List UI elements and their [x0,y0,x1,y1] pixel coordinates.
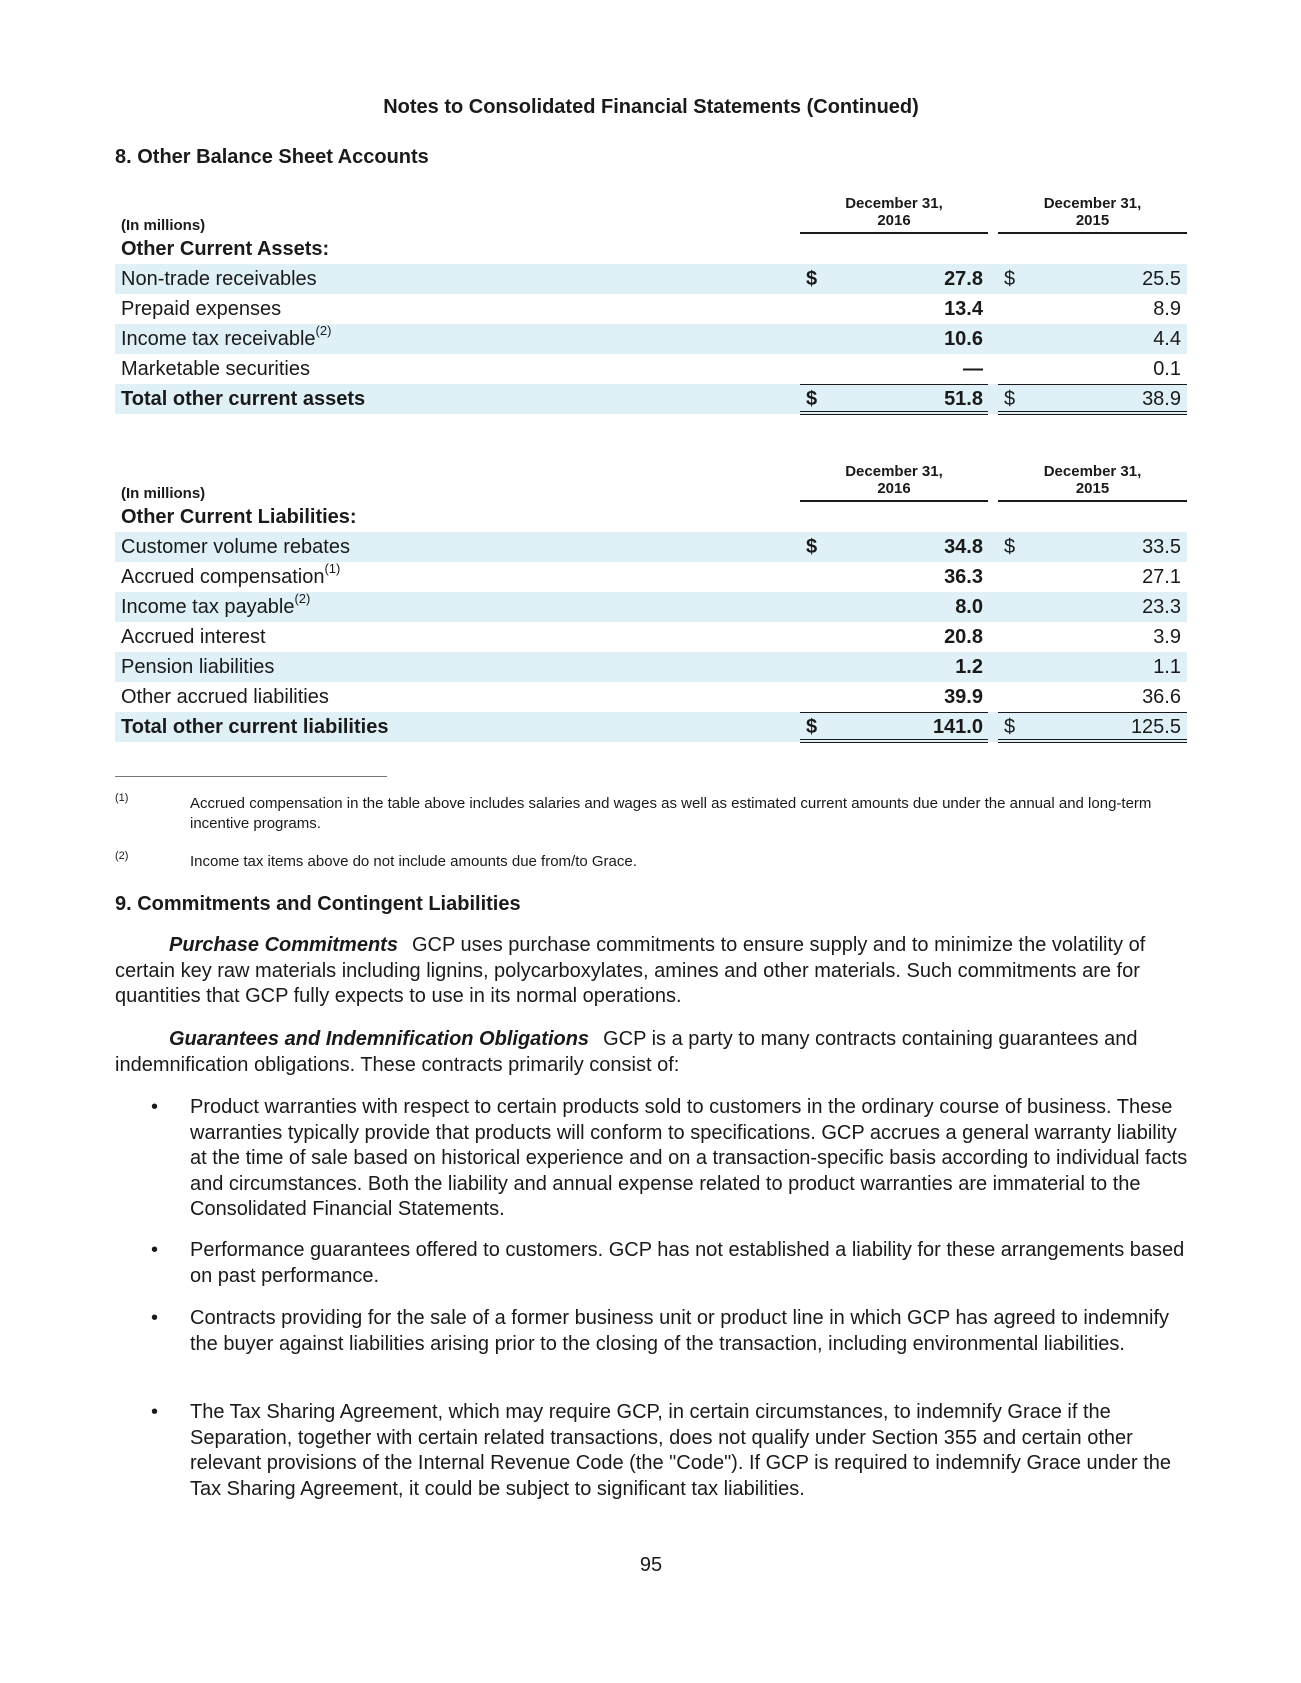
row-label-text: Accrued compensation [121,566,325,588]
footnote-mark: (1) [115,792,129,804]
row-label-text: Income tax payable [121,596,295,618]
row-label [121,264,317,294]
units-label: (In millions) [121,217,206,234]
value-2015: 25.5 [1142,268,1181,290]
other-current-liabilities-table [115,448,1187,742]
row-label [121,652,274,682]
guarantees-paragraph [115,1027,1187,1078]
table-row [115,682,1187,712]
total-2016: 141.0 [932,716,983,738]
value-2015: 4.4 [1153,328,1181,350]
currency-symbol: $ [806,388,818,410]
column-header-line: 2016 [877,480,911,497]
column-header-line: December 31, [845,463,943,480]
row-label [121,592,310,622]
list-item-text: Product warranties with respect to certain products sold to customers in the ordinary course of business. These warranties typically provide that products will conform to specifications. GCP accrues a general warranty liability at the time of sale based on historical experience and on a transaction-specific basis according to individual facts and circumstances. Both the liability and annual expense related to product warranties are immaterial to the Consolidated Financial Statements. [190,1096,1188,1220]
value-2015: 33.5 [1142,536,1181,558]
footnote-mark: (2) [115,850,129,862]
list-item-text: The Tax Sharing Agreement, which may require GCP, in certain circumstances, to indemnify Grace if the Separation, together with certain related transactions, does not qualify under Section 355 and certain other relevant provisions of the Internal Revenue Code (the "Code"). If GCP is required to indemnify Grace under the Tax Sharing Agreement, it could be subject to significant tax liabilities. [190,1401,1172,1500]
currency-symbol: $ [1004,716,1016,738]
currency-symbol: $ [1004,388,1016,410]
currency-symbol: $ [806,268,818,290]
bullet-marker: • [151,1096,159,1118]
table-row [115,562,1187,592]
table-header-row [115,180,1187,234]
column-header-2016 [800,463,988,502]
currency-symbol: $ [806,716,818,738]
list-item-text: Contracts providing for the sale of a former business unit or product line in which GCP has agreed to indemnify the buyer against liabilities arising prior to the closing of the transaction, including environmental liabilities. [190,1307,1170,1355]
bullet-marker: • [151,1401,159,1423]
other-current-assets-table [115,180,1187,414]
paragraph-lead: Guarantees and Indemnification Obligations [169,1028,590,1050]
table-header-row [115,448,1187,502]
currency-symbol: $ [1004,268,1016,290]
section-9-heading: 9. Commitments and Contingent Liabilities [115,893,521,915]
footnote-ref: (2) [315,323,332,339]
footnote-text: Accrued compensation in the table above includes salaries and wages as well as estimated current amounts due under the annual and long-term incentive programs. [190,795,1152,832]
column-header-2015 [998,195,1187,234]
footnote-text: Income tax items above do not include amounts due from/to Grace. [190,853,637,870]
value-2016: 39.9 [944,686,983,708]
row-label-text: Non-trade receivables [121,268,317,290]
table-row [115,532,1187,562]
row-label [121,324,331,354]
row-label-text: Customer volume rebates [121,536,350,558]
column-header-line: December 31, [845,195,943,212]
total-row [115,384,1187,414]
value-2015: 1.1 [1153,656,1181,678]
total-row [115,712,1187,742]
paragraph-lead: Purchase Commitments [169,934,398,956]
running-title: Notes to Consolidated Financial Statements (Continued) [383,96,919,118]
value-2015: 0.1 [1153,358,1181,380]
bullet-marker: • [151,1307,159,1329]
row-label-text: Marketable securities [121,358,310,380]
value-2016: 10.6 [944,328,983,350]
column-header-line: December 31, [1043,195,1142,212]
table-row [115,324,1187,354]
currency-symbol: $ [1004,536,1016,558]
value-2016: 1.2 [955,656,983,678]
total-2016: 51.8 [944,388,983,410]
row-label-text: Pension liabilities [121,656,275,678]
currency-symbol: $ [806,536,818,558]
paragraph-text: GCP is a party to many contracts containing guarantees and indemnification obligations. These contracts primarily consist of: [115,1028,1138,1076]
column-header-line: 2016 [877,212,911,229]
value-2016: 13.4 [944,298,983,320]
row-label-text: Income tax receivable [121,328,316,350]
row-label [121,562,340,592]
footnote-divider [115,776,387,777]
row-label [121,532,350,562]
total-2015: 38.9 [1142,388,1181,410]
value-2016: 8.0 [955,596,983,618]
column-header-line: 2015 [1075,212,1110,229]
row-label-text: Other accrued liabilities [121,686,329,708]
row-label-text: Accrued interest [121,626,266,648]
row-label [121,354,310,384]
table-row [115,354,1187,384]
list-item-text: Performance guarantees offered to customers. GCP has not established a liability for these arrangements based on past performance. [190,1239,1185,1287]
paragraph-text: GCP uses purchase commitments to ensure supply and to minimize the volatility of certain key raw materials including lignins, polycarboxylates, amines and other materials. Such commitments are for quantities that GCP fully expects to use in its normal operations. [115,934,1146,1007]
table-row [115,652,1187,682]
table-row [115,264,1187,294]
section-8-heading: 8. Other Balance Sheet Accounts [115,146,429,168]
column-header-line: 2015 [1075,480,1110,497]
units-label: (In millions) [121,485,206,502]
value-2016: 20.8 [944,626,983,648]
value-2016: 34.8 [944,536,983,558]
bullet-marker: • [151,1239,159,1261]
group-label: Other Current Assets: [121,238,330,260]
value-2016: 36.3 [944,566,983,588]
value-2015: 27.1 [1142,566,1181,588]
row-label [121,682,329,712]
value-2015: 8.9 [1153,298,1181,320]
value-2015: 23.3 [1142,596,1181,618]
table-row [115,294,1187,324]
purchase-commitments-paragraph [115,933,1187,1010]
column-header-2015 [998,463,1187,502]
group-label: Other Current Liabilities: [121,506,357,528]
value-2016: — [963,358,983,380]
page-number: 95 [639,1554,663,1576]
value-2016: 27.8 [944,268,983,290]
row-label [121,294,281,324]
column-header-2016 [800,195,988,234]
total-2015: 125.5 [1130,716,1181,738]
table-row [115,592,1187,622]
footnote-ref: (2) [294,591,311,607]
row-label-text: Prepaid expenses [121,298,282,320]
value-2015: 36.6 [1142,686,1181,708]
table-row [115,622,1187,652]
total-label: Total other current assets [121,388,366,410]
total-label: Total other current liabilities [121,716,389,738]
row-label [121,622,266,652]
value-2015: 3.9 [1153,626,1181,648]
footnote-ref: (1) [324,561,341,577]
column-header-line: December 31, [1043,463,1142,480]
